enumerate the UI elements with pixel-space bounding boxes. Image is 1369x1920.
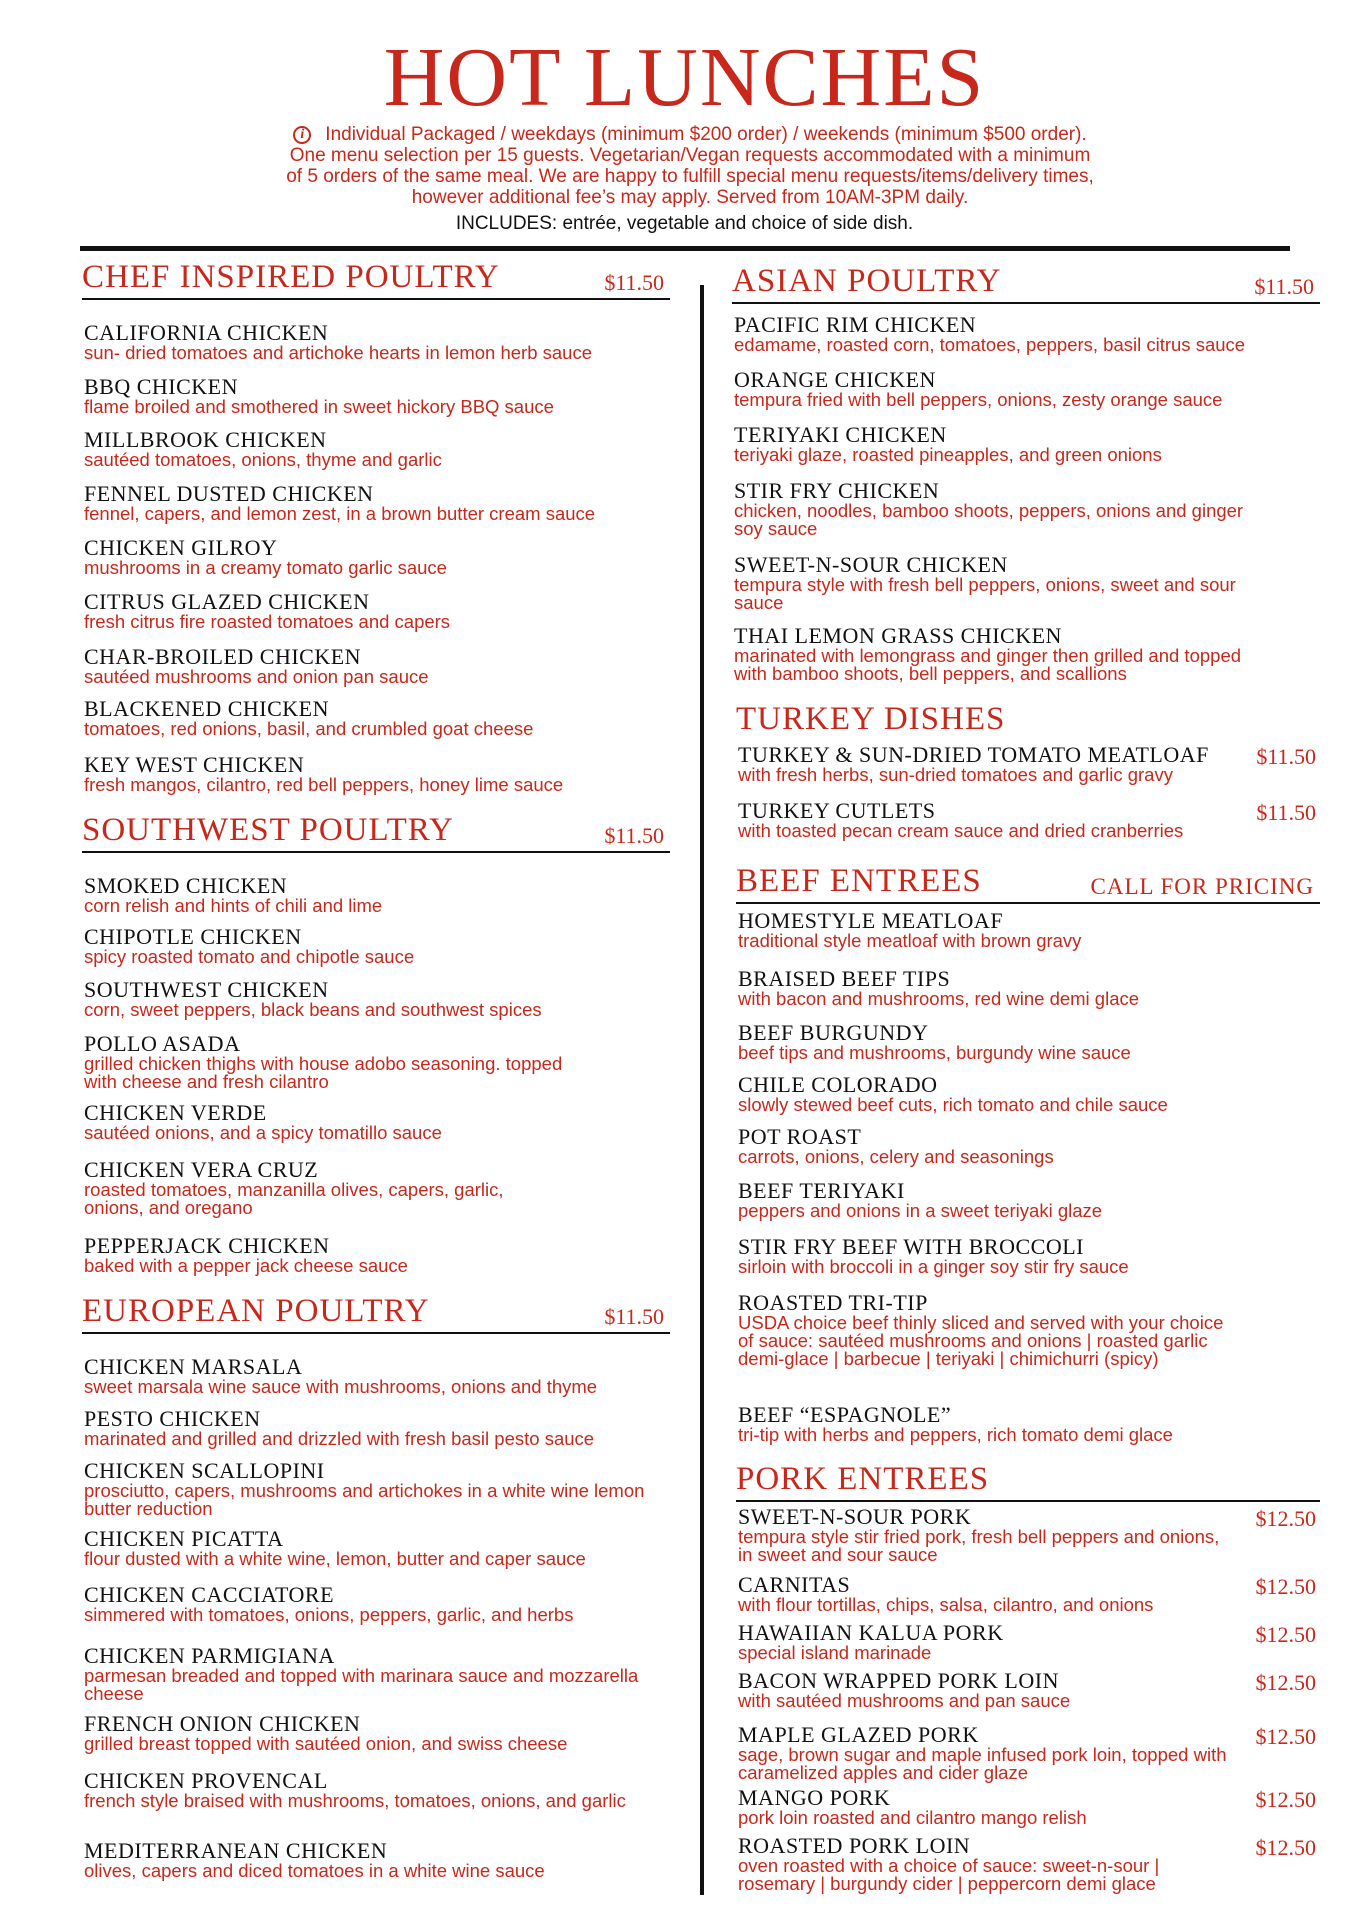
item-description: marinated with lemongrass and ginger then grilled and topped with bamboo shoots, bell peppers, and scallions xyxy=(734,645,1242,684)
item-description: tempura style stir fried pork, fresh bell peppers and onions, in sweet and sour sauce xyxy=(738,1526,1220,1565)
section-title: SOUTHWEST POULTRY xyxy=(82,812,454,848)
menu-item xyxy=(84,1356,672,1396)
menu-item xyxy=(84,1102,672,1142)
menu-item xyxy=(84,1159,564,1217)
section-price: CALL FOR PRICING xyxy=(1090,874,1314,899)
section-title: EUROPEAN POULTRY xyxy=(82,1293,430,1329)
item-description: sage, brown sugar and maple infused pork loin, topped with caramelized apples and cider glaze xyxy=(738,1744,1227,1783)
menu-item xyxy=(84,591,672,631)
item-description: prosciutto, capers, mushrooms and artichokes in a white wine lemon butter reduction xyxy=(84,1480,645,1519)
item-name: ROASTED TRI-TIP xyxy=(738,1290,928,1315)
item-description: USDA choice beef thinly sliced and served with your choice of sauce: sautéed mushrooms and onions | roasted garlic demi-glace | barbecue | teriyaki | chimichurri (spicy) xyxy=(738,1312,1224,1369)
item-name: TERIYAKI CHICKEN xyxy=(734,422,947,447)
item-description: sautéed onions, and a spicy tomatillo sauce xyxy=(84,1122,442,1143)
intro-text xyxy=(240,124,1140,208)
menu-item xyxy=(738,1126,1322,1166)
item-name: BEEF BURGUNDY xyxy=(738,1020,929,1045)
menu-item xyxy=(738,1022,1322,1062)
item-description: tempura fried with bell peppers, onions, zesty orange sauce xyxy=(734,389,1223,410)
item-description: tomatoes, red onions, basil, and crumbled goat cheese xyxy=(84,718,534,739)
intro-line: however additional fee’s may apply. Served from 10AM-3PM daily. xyxy=(411,187,969,208)
item-name: TURKEY & SUN-DRIED TOMATO MEATLOAF xyxy=(738,742,1209,767)
section-price: $11.50 xyxy=(604,823,664,848)
menu-item xyxy=(738,1622,1322,1662)
item-description: with bacon and mushrooms, red wine demi glace xyxy=(738,988,1140,1009)
item-name: HOMESTYLE MEATLOAF xyxy=(738,908,1004,933)
menu-item xyxy=(734,480,1264,538)
section-header xyxy=(736,700,1320,740)
item-name: CHICKEN GILROY xyxy=(84,535,278,560)
item-description: simmered with tomatoes, onions, peppers, garlic, and herbs xyxy=(84,1604,574,1625)
menu-item xyxy=(84,429,672,469)
menu-item xyxy=(734,424,1322,464)
item-price: $12.50 xyxy=(1255,1574,1316,1599)
item-name: FENNEL DUSTED CHICKEN xyxy=(84,481,374,506)
item-price: $11.50 xyxy=(1256,800,1316,825)
menu-item xyxy=(84,698,672,738)
menu-item xyxy=(734,554,1244,612)
menu-item xyxy=(84,1713,672,1753)
page-title: HOT LUNCHES xyxy=(383,31,986,124)
section-header xyxy=(732,262,1320,304)
item-name: CHIPOTLE CHICKEN xyxy=(84,924,302,949)
section-price: $11.50 xyxy=(604,1304,664,1329)
item-price: $12.50 xyxy=(1255,1622,1316,1647)
item-name: HAWAIIAN KALUA PORK xyxy=(738,1620,1004,1645)
item-name: FRENCH ONION CHICKEN xyxy=(84,1711,361,1736)
menu-item xyxy=(738,1506,1322,1564)
item-description: beef tips and mushrooms, burgundy wine sauce xyxy=(738,1042,1131,1063)
menu-item xyxy=(84,926,672,966)
item-name: CHICKEN PROVENCAL xyxy=(84,1768,328,1793)
section-title: PORK ENTREES xyxy=(736,1461,990,1497)
menu-item xyxy=(84,1645,644,1703)
menu-item xyxy=(84,754,672,794)
item-name: CALIFORNIA CHICKEN xyxy=(84,320,329,345)
item-name: CHICKEN MARSALA xyxy=(84,1354,303,1379)
item-description: special island marinade xyxy=(738,1642,932,1663)
section-beef-entrees xyxy=(736,862,1320,1445)
item-name: SMOKED CHICKEN xyxy=(84,873,288,898)
menu-item xyxy=(84,1528,672,1568)
menu-item xyxy=(84,322,672,362)
section-title: TURKEY DISHES xyxy=(736,701,1006,737)
item-name: BEEF TERIYAKI xyxy=(738,1178,905,1203)
menu-item xyxy=(738,1180,1322,1220)
item-name: BRAISED BEEF TIPS xyxy=(738,966,951,991)
section-header xyxy=(82,1292,670,1334)
item-name: POT ROAST xyxy=(738,1124,862,1149)
section-pork-entrees xyxy=(736,1460,1320,1894)
menu-item xyxy=(738,1404,1322,1444)
menu-item xyxy=(84,1460,674,1518)
item-description: sweet marsala wine sauce with mushrooms, onions and thyme xyxy=(84,1376,598,1397)
item-description: corn, sweet peppers, black beans and southwest spices xyxy=(84,999,542,1020)
item-name: CHICKEN CACCIATORE xyxy=(84,1582,335,1607)
item-name: MANGO PORK xyxy=(738,1785,891,1810)
menu-item xyxy=(738,1574,1322,1614)
menu-item xyxy=(84,1408,672,1448)
section-title: ASIAN POULTRY xyxy=(732,263,1002,299)
item-description: with toasted pecan cream sauce and dried cranberries xyxy=(738,820,1184,841)
intro-line: One menu selection per 15 guests. Vegetarian/Vegan requests accommodated with a minimum xyxy=(289,145,1091,166)
section-southwest-poultry xyxy=(82,811,670,1276)
item-description: peppers and onions in a sweet teriyaki glaze xyxy=(738,1200,1103,1221)
item-name: MEDITERRANEAN CHICKEN xyxy=(84,1838,388,1863)
item-description: with fresh herbs, sun-dried tomatoes and garlic gravy xyxy=(738,764,1173,785)
item-name: TURKEY CUTLETS xyxy=(738,798,936,823)
section-chef-inspired-poultry xyxy=(82,258,670,795)
item-name: BBQ CHICKEN xyxy=(84,374,239,399)
menu-item xyxy=(84,875,672,915)
section-title: CHEF INSPIRED POULTRY xyxy=(82,259,500,295)
section-header xyxy=(82,811,670,853)
item-name: ROASTED PORK LOIN xyxy=(738,1833,971,1858)
item-description: fresh citrus fire roasted tomatoes and capers xyxy=(84,611,451,632)
item-name: SWEET-N-SOUR CHICKEN xyxy=(734,552,1008,577)
item-name: MILLBROOK CHICKEN xyxy=(84,427,327,452)
item-description: flour dusted with a white wine, lemon, butter and caper sauce xyxy=(84,1548,586,1569)
item-description: with sautéed mushrooms and pan sauce xyxy=(738,1690,1071,1711)
menu-item xyxy=(738,1724,1322,1782)
section-price: $11.50 xyxy=(1254,274,1314,299)
item-name: CHICKEN PARMIGIANA xyxy=(84,1643,335,1668)
item-description: mushrooms in a creamy tomato garlic sauce xyxy=(84,557,447,578)
item-name: SOUTHWEST CHICKEN xyxy=(84,977,329,1002)
info-icon: i xyxy=(293,126,311,144)
menu-item xyxy=(84,483,672,523)
item-name: BEEF “ESPAGNOLE” xyxy=(738,1402,952,1427)
item-name: CHICKEN PICATTA xyxy=(84,1526,284,1551)
item-name: PACIFIC RIM CHICKEN xyxy=(734,312,977,337)
menu-item xyxy=(738,1074,1322,1114)
item-price: $11.50 xyxy=(1256,744,1316,769)
menu-item xyxy=(738,744,1322,784)
section-turkey-dishes xyxy=(736,700,1320,841)
column-divider xyxy=(700,285,704,1895)
item-price: $12.50 xyxy=(1255,1724,1316,1749)
item-name: STIR FRY BEEF WITH BROCCOLI xyxy=(738,1234,1084,1259)
menu-item xyxy=(84,1033,584,1091)
item-name: CHICKEN VERDE xyxy=(84,1100,267,1125)
section-european-poultry xyxy=(82,1292,670,1881)
menu-item xyxy=(738,800,1322,840)
item-price: $12.50 xyxy=(1255,1835,1316,1860)
item-name: THAI LEMON GRASS CHICKEN xyxy=(734,623,1062,648)
item-description: grilled breast topped with sautéed onion, and swiss cheese xyxy=(84,1733,568,1754)
menu-item xyxy=(84,1770,644,1810)
section-header xyxy=(82,258,670,300)
menu-item xyxy=(738,1292,1238,1368)
item-name: PEPPERJACK CHICKEN xyxy=(84,1233,330,1258)
item-description: tri-tip with herbs and peppers, rich tomato demi glace xyxy=(738,1424,1173,1445)
item-description: marinated and grilled and drizzled with fresh basil pesto sauce xyxy=(84,1428,595,1449)
menu-item xyxy=(84,646,672,686)
section-header xyxy=(736,1460,1320,1502)
item-description: edamame, roasted corn, tomatoes, peppers, basil citrus sauce xyxy=(734,334,1246,355)
menu-item xyxy=(738,910,1322,950)
item-description: chicken, noodles, bamboo shoots, peppers, onions and ginger soy sauce xyxy=(734,500,1244,539)
menu-item xyxy=(84,979,672,1019)
item-price: $12.50 xyxy=(1255,1506,1316,1531)
menu-item xyxy=(84,376,672,416)
item-description: fresh mangos, cilantro, red bell peppers, honey lime sauce xyxy=(84,774,564,795)
menu-item xyxy=(738,1787,1322,1827)
intro-line: of 5 orders of the same meal. We are happy to fulfill special menu requests/items/delivery times, xyxy=(286,166,1094,187)
menu-item xyxy=(738,1236,1322,1276)
menu-item xyxy=(734,625,1274,683)
menu-item xyxy=(734,369,1322,409)
item-description: olives, capers and diced tomatoes in a white wine sauce xyxy=(84,1860,545,1881)
item-description: fennel, capers, and lemon zest, in a brown butter cream sauce xyxy=(84,503,596,524)
item-description: roasted tomatoes, manzanilla olives, capers, garlic, onions, and oregano xyxy=(84,1179,504,1218)
menu-item xyxy=(734,314,1322,354)
menu-item xyxy=(738,1670,1322,1710)
item-name: POLLO ASADA xyxy=(84,1031,241,1056)
item-name: MAPLE GLAZED PORK xyxy=(738,1722,979,1747)
section-asian-poultry xyxy=(732,262,1320,684)
item-description: slowly stewed beef cuts, rich tomato and chile sauce xyxy=(738,1094,1168,1115)
item-description: sun- dried tomatoes and artichoke hearts in lemon herb sauce xyxy=(84,342,593,363)
item-description: baked with a pepper jack cheese sauce xyxy=(84,1255,408,1276)
item-name: BACON WRAPPED PORK LOIN xyxy=(738,1668,1059,1693)
item-description: corn relish and hints of chili and lime xyxy=(84,895,383,916)
header-divider xyxy=(80,246,1290,251)
item-description: grilled chicken thighs with house adobo seasoning. topped with cheese and fresh cilantro xyxy=(84,1053,563,1092)
item-description: pork loin roasted and cilantro mango relish xyxy=(738,1807,1087,1828)
item-name: CARNITAS xyxy=(738,1572,851,1597)
section-header xyxy=(736,862,1320,904)
item-name: CHICKEN SCALLOPINI xyxy=(84,1458,325,1483)
menu-item xyxy=(84,1840,672,1880)
item-name: BLACKENED CHICKEN xyxy=(84,696,329,721)
item-description: parmesan breaded and topped with marinara sauce and mozzarella cheese xyxy=(84,1665,639,1704)
item-description: carrots, onions, celery and seasonings xyxy=(738,1146,1054,1167)
intro-line: i Individual Packaged / weekdays (minimum $200 order) / weekends (minimum $500 order). xyxy=(240,124,1140,145)
item-name: CHAR-BROILED CHICKEN xyxy=(84,644,362,669)
section-title: BEEF ENTREES xyxy=(736,863,982,899)
item-description: sautéed tomatoes, onions, thyme and garlic xyxy=(84,449,442,470)
item-price: $12.50 xyxy=(1255,1787,1316,1812)
item-name: ORANGE CHICKEN xyxy=(734,367,936,392)
item-description: traditional style meatloaf with brown gravy xyxy=(738,930,1082,951)
item-name: KEY WEST CHICKEN xyxy=(84,752,305,777)
section-price: $11.50 xyxy=(604,270,664,295)
item-name: PESTO CHICKEN xyxy=(84,1406,261,1431)
item-description: tempura style with fresh bell peppers, onions, sweet and sour sauce xyxy=(734,574,1236,613)
item-name: STIR FRY CHICKEN xyxy=(734,478,940,503)
item-description: teriyaki glaze, roasted pineapples, and green onions xyxy=(734,444,1162,465)
menu-item xyxy=(84,537,672,577)
item-price: $12.50 xyxy=(1255,1670,1316,1695)
item-name: CHICKEN VERA CRUZ xyxy=(84,1157,319,1182)
item-name: CHILE COLORADO xyxy=(738,1072,938,1097)
item-description: spicy roasted tomato and chipotle sauce xyxy=(84,946,415,967)
menu-item xyxy=(84,1235,672,1275)
item-name: CITRUS GLAZED CHICKEN xyxy=(84,589,370,614)
includes-note: INCLUDES: entrée, vegetable and choice of side dish. xyxy=(455,213,914,234)
item-name: SWEET-N-SOUR PORK xyxy=(738,1504,972,1529)
item-description: with flour tortillas, chips, salsa, cilantro, and onions xyxy=(738,1594,1154,1615)
item-description: sirloin with broccoli in a ginger soy stir fry sauce xyxy=(738,1256,1129,1277)
item-description: french style braised with mushrooms, tomatoes, onions, and garlic xyxy=(84,1790,626,1811)
menu-item xyxy=(738,1835,1322,1893)
item-description: oven roasted with a choice of sauce: sweet-n-sour | rosemary | burgundy cider | peppercorn demi glace xyxy=(738,1855,1160,1894)
menu-item xyxy=(738,968,1322,1008)
menu-item xyxy=(84,1584,672,1624)
item-description: flame broiled and smothered in sweet hickory BBQ sauce xyxy=(84,396,554,417)
item-description: sautéed mushrooms and onion pan sauce xyxy=(84,666,429,687)
